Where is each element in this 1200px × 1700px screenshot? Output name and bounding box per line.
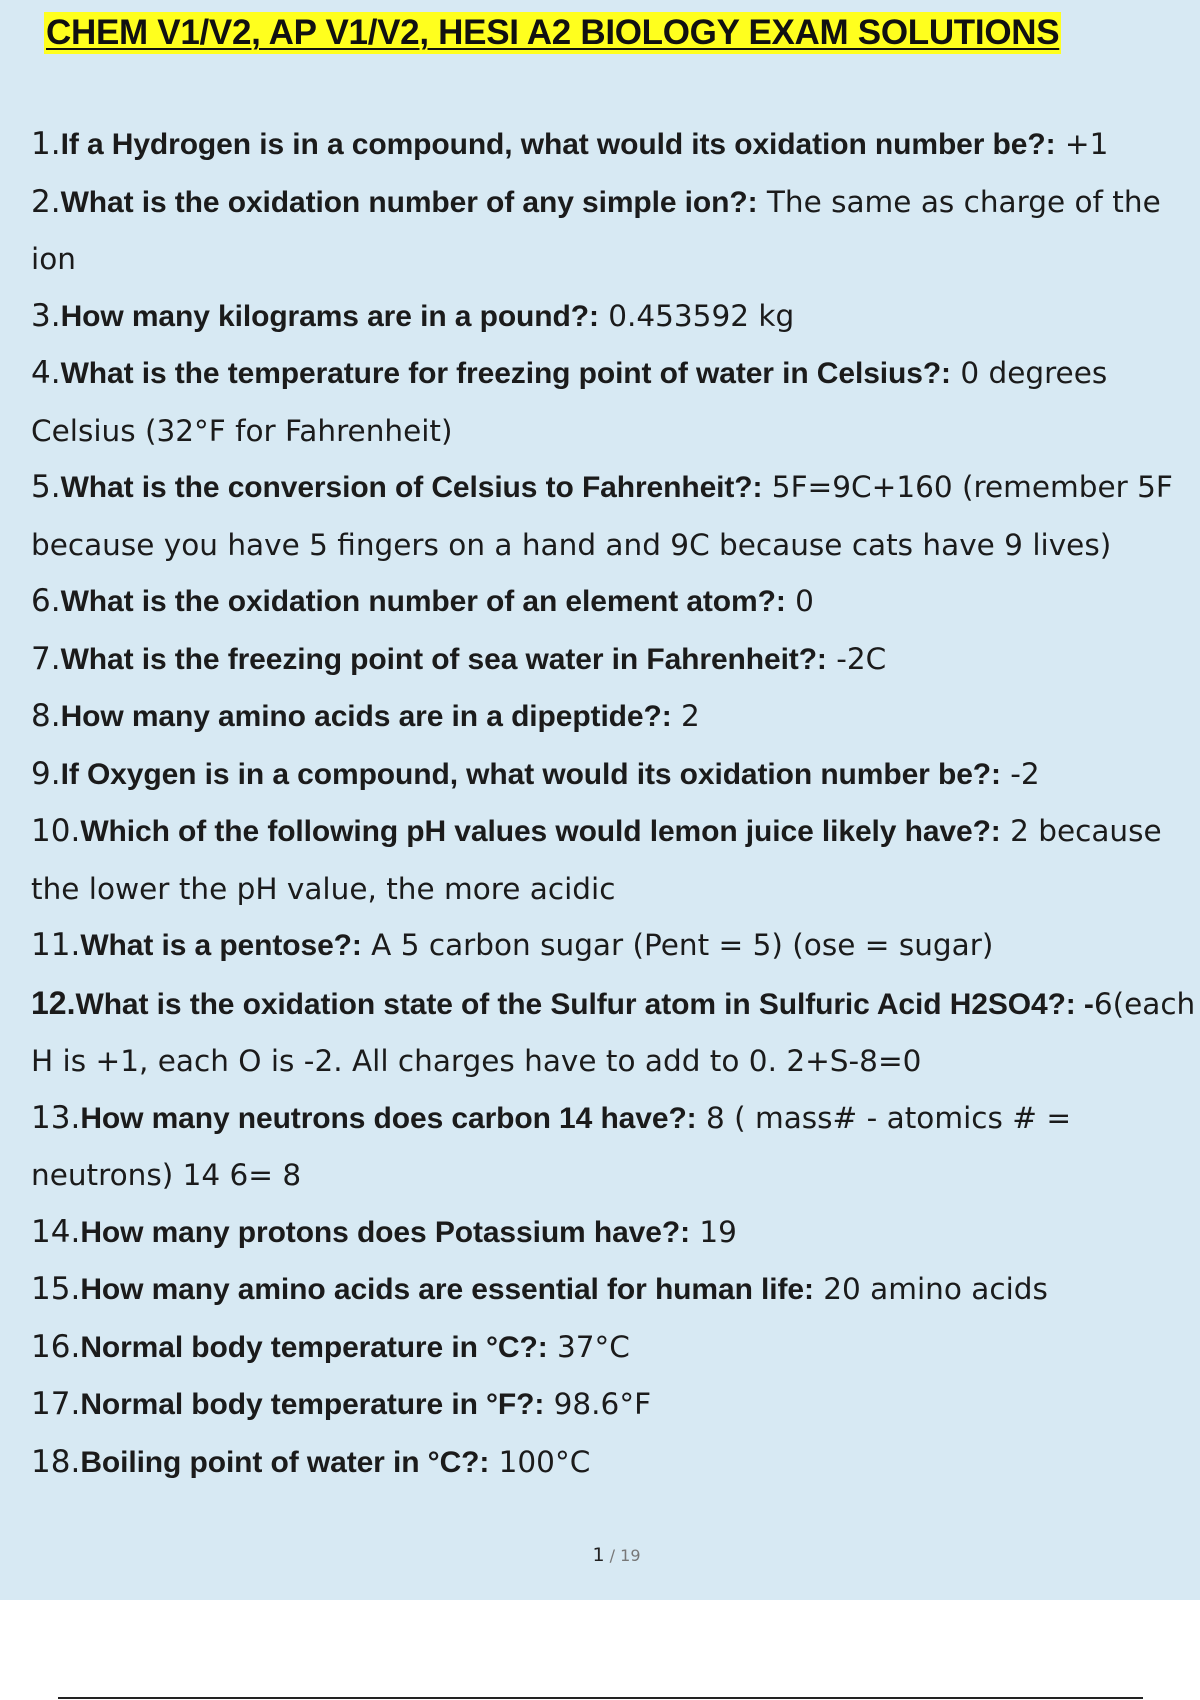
item-number: 13. xyxy=(31,1099,81,1136)
list-item xyxy=(31,1204,1196,1262)
item-number: 14. xyxy=(31,1213,81,1250)
list-item xyxy=(31,1319,1196,1377)
answer-text: 8 ( mass# - atomics # = neutrons) 14 6= 8 xyxy=(31,1100,1072,1192)
page-number xyxy=(0,1543,1200,1568)
list-item xyxy=(31,1376,1196,1434)
list-item xyxy=(31,1261,1196,1319)
item-number: 7. xyxy=(31,640,61,677)
answer-text: -2 xyxy=(1000,756,1040,791)
question-text: If a Hydrogen is in a compound, what would its oxidation number be?: xyxy=(60,128,1056,161)
list-item xyxy=(31,459,1196,573)
list-item xyxy=(31,116,1196,174)
question-text: How many neutrons does carbon 14 have?: xyxy=(80,1101,697,1135)
question-text: What is a pentose?: xyxy=(80,929,362,962)
question-text: How many amino acids are essential for human life: xyxy=(80,1273,814,1306)
item-number: 5. xyxy=(31,469,61,505)
answer-text: 0 xyxy=(785,584,814,618)
list-item xyxy=(31,288,1196,346)
answer-text: 19 xyxy=(689,1214,737,1249)
list-item xyxy=(31,174,1196,288)
question-text: What is the freezing point of sea water in Fahrenheit?: xyxy=(60,642,827,676)
answer-text: The same as charge of the ion xyxy=(31,184,1161,276)
item-number: 11. xyxy=(31,927,81,963)
question-text: What is the oxidation number of any simple ion?: xyxy=(60,185,758,219)
answer-text: +1 xyxy=(1055,127,1109,161)
answer-text: A 5 carbon sugar (Pent = 5) (ose = sugar) xyxy=(361,928,994,962)
answer-text: 0.453592 kg xyxy=(598,298,795,333)
document-title: CHEM V1/V2, AP V1/V2, HESI A2 BIOLOGY EXAM SOLUTIONS xyxy=(46,13,1060,52)
answer-text: 98.6°F xyxy=(544,1387,652,1421)
question-text: Which of the following pH values would lemon juice likely have?: xyxy=(80,815,1001,848)
list-item xyxy=(31,975,1196,1090)
item-number: 4. xyxy=(31,355,61,391)
list-item xyxy=(31,746,1196,804)
question-text: If Oxygen is in a compound, what would its oxidation number be?: xyxy=(60,757,1001,791)
item-number: 2. xyxy=(31,183,61,220)
item-number: 1. xyxy=(31,126,61,162)
list-item xyxy=(31,631,1196,689)
question-text: What is the oxidation state of the Sulfur atom in Sulfuric Acid H2SO4?: - xyxy=(75,987,1094,1021)
question-list xyxy=(31,116,1196,1491)
answer-text: 5F=9C+160 (remember 5F because you have 5 fingers on a hand and 9C because cats have 9 lives) xyxy=(31,470,1173,562)
list-item xyxy=(31,688,1196,746)
list-item xyxy=(31,1434,1196,1492)
list-item xyxy=(31,345,1196,459)
item-number: 16. xyxy=(31,1328,81,1365)
question-text: How many protons does Potassium have?: xyxy=(80,1215,690,1249)
question-text: What is the temperature for freezing point of water in Celsius?: xyxy=(60,357,951,390)
question-text: How many kilograms are in a pound?: xyxy=(60,299,599,333)
answer-text: 37°C xyxy=(547,1329,630,1364)
question-text: What is the conversion of Celsius to Fahrenheit?: xyxy=(60,471,763,504)
question-text: How many amino acids are in a dipeptide?: xyxy=(60,700,672,733)
item-number: 3. xyxy=(31,297,61,334)
item-number: 15. xyxy=(31,1271,81,1307)
question-text: Boiling point of water in °C?: xyxy=(80,1445,490,1479)
answer-text: 0 degrees Celsius (32°F for Fahrenheit) xyxy=(31,356,1108,448)
list-item xyxy=(31,573,1196,631)
list-item xyxy=(31,803,1196,917)
item-number: 17. xyxy=(31,1386,81,1422)
answer-text: -2C xyxy=(826,641,887,676)
answer-text: 2 xyxy=(671,699,700,733)
question-text: Normal body temperature in °F?: xyxy=(80,1388,545,1421)
item-number: 10. xyxy=(31,813,81,849)
question-text: Normal body temperature in °C?: xyxy=(80,1330,548,1364)
total-pages: 19 xyxy=(620,1546,641,1565)
item-number: 9. xyxy=(31,755,61,792)
list-item xyxy=(31,917,1196,975)
item-number: 6. xyxy=(31,583,61,619)
current-page: 1 xyxy=(592,1544,605,1566)
item-number: 8. xyxy=(31,698,61,734)
answer-text: 6(each H is +1, each O is -2. All charges have to add to 0. 2+S-8=0 xyxy=(31,986,1196,1078)
answer-text: 2 because the lower the pH value, the more acidic xyxy=(31,814,1162,906)
answer-text: 20 amino acids xyxy=(813,1272,1048,1306)
item-number: 18. xyxy=(31,1443,81,1480)
page-divider xyxy=(58,1697,1143,1699)
answer-text: 100°C xyxy=(489,1444,591,1479)
question-text: What is the oxidation number of an element atom?: xyxy=(60,585,786,618)
item-number: 12. xyxy=(31,984,76,1021)
list-item xyxy=(31,1090,1196,1204)
page-separator: / xyxy=(604,1546,621,1565)
